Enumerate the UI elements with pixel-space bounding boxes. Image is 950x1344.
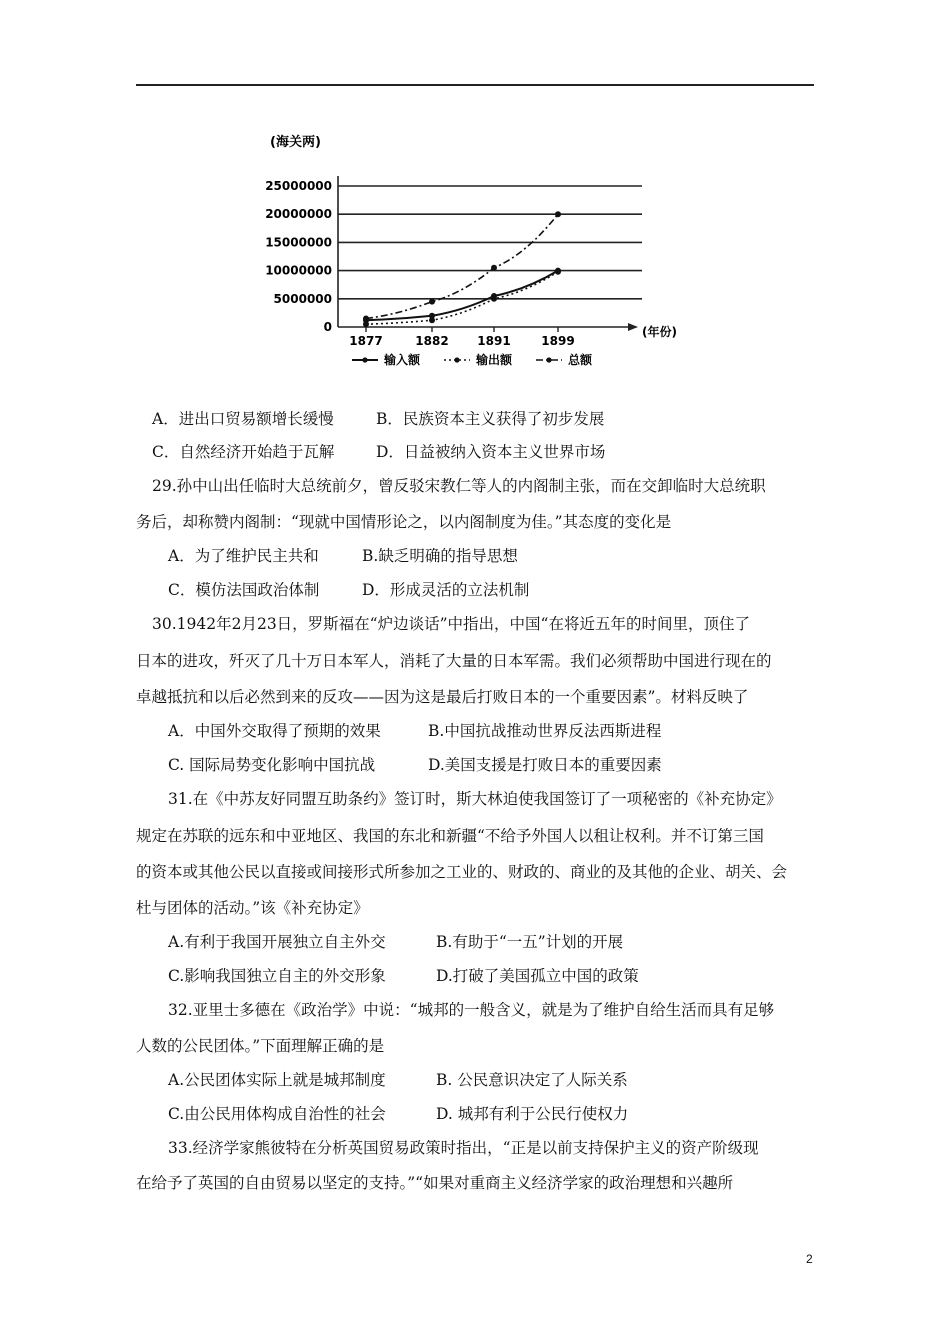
legend-marker [362, 357, 367, 362]
q29-stem-2: 务后，却称赞内阁制：“现就中国情形论之，以内阁制度为佳。”其态度的变化是 [136, 513, 672, 531]
q31-option-b: B.有助于“一五”计划的开展 [436, 933, 624, 951]
q32-option-b: B. 公民意识决定了人际关系 [436, 1071, 628, 1089]
trade-chart [262, 124, 702, 378]
q31-stem-2: 规定在苏联的远东和中亚地区、我国的东北和新疆“不给予外国人以租让权利。并不订第三国 [136, 827, 764, 845]
q30-option-d: D.美国支援是打败日本的重要因素 [428, 756, 662, 774]
q33-stem-2: 在给予了英国的自由贸易以坚定的支持。”“如果对重商主义经济学家的政治理想和兴趣所 [136, 1174, 734, 1192]
q33-stem-1: 33.经济学家熊彼特在分析英国贸易政策时指出，“正是以前支持保护主义的资产阶级现 [168, 1139, 759, 1157]
data-point [429, 317, 435, 323]
legend-label: 总额 [568, 353, 593, 367]
y-unit-label: (海关两) [270, 135, 321, 150]
q30-stem-2: 日本的进攻，歼灭了几十万日本军人，消耗了大量的日本军需。我们必须帮助中国进行现在的 [136, 652, 772, 670]
q31-stem-3: 的资本或其他公民以直接或间接形式所参加之工业的、财政的、商业的及其他的企业、胡关、会 [136, 863, 788, 881]
q31-stem-4: 杜与团体的活动。”该《补充协定》 [136, 899, 369, 917]
data-point [555, 211, 561, 217]
page-number: 2 [806, 1252, 813, 1266]
x-axis-label: (年份) [642, 325, 677, 339]
y-tick-label: 25000000 [265, 179, 332, 193]
q30-stem-1: 30.1942年2月23日，罗斯福在“炉边谈话”中指出，中国“在将近五年的时间里，顶住了 [152, 615, 750, 633]
x-tick-label: 1877 [349, 334, 383, 348]
q32-option-c: C.由公民用体构成自治性的社会 [168, 1105, 386, 1123]
q32-stem-1: 32.亚里士多德在《政治学》中说：“城邦的一般含义，就是为了维护自给生活而具有足够 [168, 1001, 775, 1019]
legend-marker [546, 357, 551, 362]
legend-label: 输出额 [476, 353, 513, 367]
series-line-0 [366, 271, 558, 321]
legend-marker [454, 357, 459, 362]
q28-option-d: D．日益被纳入资本主义世界市场 [376, 443, 606, 461]
q30-option-b: B.中国抗战推动世界反法西斯进程 [428, 722, 662, 740]
q30-option-c: C. 国际局势变化影响中国抗战 [168, 756, 376, 774]
q31-option-d: D.打破了美国孤立中国的政策 [436, 967, 639, 985]
q32-option-a: A.公民团体实际上就是城邦制度 [168, 1071, 386, 1089]
y-tick-label: 5000000 [273, 291, 332, 306]
y-tick-label: 15000000 [265, 235, 332, 250]
q32-stem-2: 人数的公民团体。”下面理解正确的是 [136, 1037, 385, 1055]
y-tick-label: 20000000 [265, 207, 332, 222]
q28-option-b: B．民族资本主义获得了初步发展 [376, 410, 605, 428]
q31-option-c: C.影响我国独立自主的外交形象 [168, 967, 386, 985]
data-point [491, 296, 497, 302]
q29-option-d: D．形成灵活的立法机制 [362, 581, 530, 599]
x-tick-label: 1882 [415, 334, 449, 348]
q29-option-a: A．为了维护民主共和 [168, 547, 319, 565]
data-point [491, 265, 497, 271]
series-line-1 [366, 272, 558, 324]
q29-stem-1: 29.孙中山出任临时大总统前夕，曾反驳宋教仁等人的内阁制主张，而在交卸临时大总统职 [152, 477, 766, 495]
data-point [363, 321, 369, 327]
header-rule [136, 84, 814, 86]
x-tick-label: 1899 [541, 334, 575, 348]
q28-option-c: C．自然经济开始趋于瓦解 [152, 443, 335, 461]
q29-option-c: C．模仿法国政治体制 [168, 581, 320, 599]
x-axis-arrow [628, 323, 638, 331]
y-tick-label: 0 [323, 320, 332, 334]
x-tick-label: 1891 [477, 334, 511, 348]
q32-option-d: D. 城邦有利于公民行使权力 [436, 1105, 629, 1123]
data-point [363, 316, 369, 322]
y-tick-label: 10000000 [265, 263, 332, 278]
q31-stem-1: 31.在《中苏友好同盟互助条约》签订时，斯大林迫使我国签订了一项秘密的《补充协定》 [168, 790, 782, 808]
q30-option-a: A．中国外交取得了预期的效果 [168, 722, 381, 740]
q31-option-a: A.有利于我国开展独立自主外交 [168, 933, 386, 951]
data-point [429, 299, 435, 305]
series-line-2 [366, 214, 558, 318]
q30-stem-3: 卓越抵抗和以后必然到来的反攻——因为这是最后打败日本的一个重要因素”。材料反映了 [136, 688, 749, 706]
q29-option-b: B.缺乏明确的指导思想 [362, 547, 518, 565]
legend-label: 输入额 [384, 353, 421, 367]
q28-option-a: A．进出口贸易额增长缓慢 [152, 410, 334, 428]
data-point [555, 269, 561, 275]
